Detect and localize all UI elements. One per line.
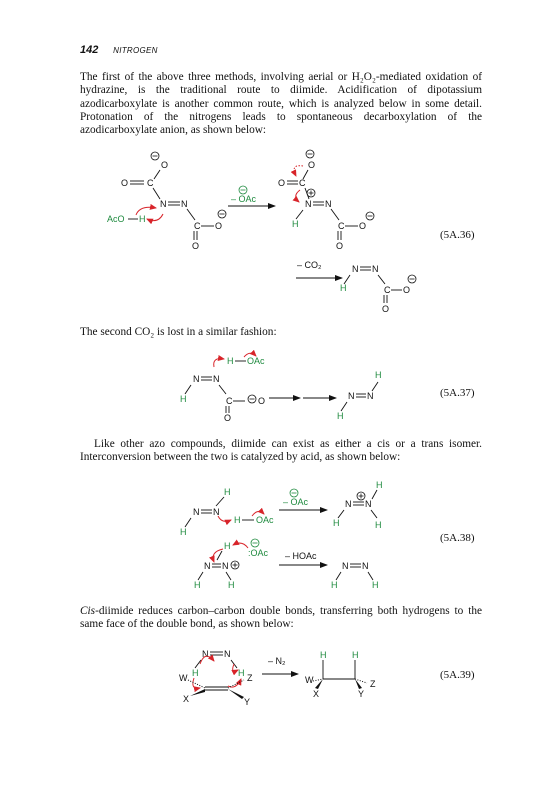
atom-o: O	[192, 241, 200, 251]
atom-h: H	[340, 283, 347, 293]
minus-oac-label: – OAc	[231, 194, 257, 204]
reaction-arrow-5a38-top	[279, 489, 327, 510]
atom-h: H	[375, 520, 382, 530]
substituent-z: Z	[247, 673, 253, 683]
scheme-5a36-reactant	[107, 152, 226, 251]
minus-hoac-label: – HOAc	[285, 551, 317, 561]
reaction-arrow-5a39	[262, 656, 298, 674]
atom-n: N	[202, 649, 209, 659]
substituent-w: W	[179, 673, 188, 683]
atom-h: H	[352, 650, 359, 660]
substituent-w: W	[305, 675, 314, 685]
atom-n: N	[213, 507, 220, 517]
scheme-5a38-bottom-product	[331, 561, 379, 590]
scheme-5a37-product	[337, 370, 382, 421]
page-number: 142	[80, 44, 99, 56]
atom-h: H	[227, 356, 234, 366]
substituent-x: X	[183, 694, 190, 704]
atom-o: O	[308, 160, 316, 170]
atom-h: H	[139, 214, 146, 224]
reaction-arrow-5a38-bottom	[279, 551, 327, 565]
atom-n: N	[348, 391, 355, 401]
reaction-arrow-1	[228, 186, 275, 206]
atom-h: H	[376, 480, 383, 490]
atom-c: C	[147, 178, 154, 188]
scheme-5a39-product	[305, 650, 376, 699]
atom-h: H	[192, 668, 199, 678]
atom-n: N	[160, 199, 167, 209]
acetate-label: OAc	[247, 356, 265, 366]
scheme-5a36-intermediate	[278, 150, 374, 251]
running-title: NITROGEN	[113, 46, 158, 55]
atom-c: C	[194, 221, 201, 231]
atom-n: N	[204, 561, 211, 571]
atom-n: N	[372, 264, 379, 274]
atom-h: H	[333, 518, 340, 528]
atom-n: N	[305, 199, 312, 209]
scheme-5a38-bottom-reactant	[194, 539, 269, 590]
atom-o: O	[258, 396, 266, 406]
substituent-y: Y	[358, 689, 365, 699]
atom-h: H	[375, 370, 382, 380]
atom-h: H	[292, 219, 299, 229]
atom-n: N	[352, 264, 359, 274]
atom-o: O	[161, 160, 169, 170]
paragraph-3: Like other azo compounds, diimide can exist as either a cis or a trans isomer. Interconversion between the two is catalyzed by acid, as shown below:	[80, 438, 482, 464]
atom-o: O	[403, 285, 411, 295]
atom-h: H	[180, 394, 187, 404]
paragraph-2: The second CO₂ is lost in a similar fashion:	[80, 326, 277, 338]
minus-n2-label: – N₂	[268, 656, 286, 666]
atom-h: H	[372, 580, 379, 590]
substituent-z: Z	[370, 679, 376, 689]
atom-h: H	[224, 541, 231, 551]
atom-c: C	[299, 178, 306, 188]
scheme-5a38-top-product	[333, 480, 383, 530]
atom-h: H	[337, 411, 344, 421]
substituent-x: X	[313, 689, 320, 699]
atom-o: O	[336, 241, 344, 251]
acetate-label: AcO	[107, 214, 125, 224]
atom-n: N	[367, 391, 374, 401]
minus-oac-label: – OAc	[283, 497, 309, 507]
atom-h: H	[228, 580, 235, 590]
atom-n: N	[224, 649, 231, 659]
substituent-y: Y	[244, 697, 251, 707]
acetate-label: OAc	[256, 515, 274, 525]
atom-c: C	[338, 221, 345, 231]
scheme-5a36-product	[340, 264, 416, 314]
atom-c: C	[384, 285, 391, 295]
atom-c: C	[226, 396, 233, 406]
paragraph-4-italic: Cis	[80, 605, 96, 617]
atom-h: H	[320, 650, 327, 660]
minus-co2-label: – CO₂	[297, 260, 322, 270]
scheme-5a38-top-reactant	[180, 487, 274, 537]
atom-o: O	[278, 178, 286, 188]
paragraph-1: The first of the above three methods, involving aerial or H₂O₂-mediated oxidation of hydrazine, is the traditional route to diimide. Acidification of dipotassium azodicarboxylate is another common route, which is analyzed below in some detail. Protonation of the nitrogens leads to spontaneous decarboxylation of the azodicarboxylate anion, as shown below:	[80, 71, 482, 137]
scheme-5a37-reactant	[180, 353, 265, 423]
acetate-anion-label: :OAc	[248, 548, 269, 558]
atom-n: N	[222, 561, 229, 571]
atom-n: N	[181, 199, 188, 209]
atom-h: H	[238, 668, 245, 678]
atom-n: N	[193, 507, 200, 517]
atom-h: H	[180, 527, 187, 537]
atom-n: N	[325, 199, 332, 209]
atom-o: O	[359, 221, 367, 231]
atom-n: N	[342, 561, 349, 571]
equation-number-5a39: (5A.39)	[440, 669, 475, 681]
atom-o: O	[224, 413, 232, 423]
paragraph-4-text: -diimide reduces carbon–carbon double bonds, transferring both hydrogens to the same face of the double bond, as shown below:	[80, 605, 482, 631]
atom-o: O	[215, 221, 223, 231]
atom-n: N	[362, 561, 369, 571]
reaction-arrow-co2	[296, 260, 342, 278]
atom-n: N	[213, 374, 220, 384]
atom-n: N	[193, 374, 200, 384]
atom-o: O	[121, 178, 129, 188]
atom-n: N	[345, 499, 352, 509]
equation-number-5a36: (5A.36)	[440, 229, 475, 241]
atom-h: H	[224, 487, 231, 497]
atom-h: H	[331, 580, 338, 590]
atom-o: O	[382, 304, 390, 314]
equation-number-5a37: (5A.37)	[440, 387, 475, 399]
equation-number-5a38: (5A.38)	[440, 532, 475, 544]
atom-n: N	[365, 499, 372, 509]
scheme-5a39-transition-state	[179, 649, 253, 707]
atom-h: H	[234, 515, 241, 525]
atom-h: H	[194, 580, 201, 590]
